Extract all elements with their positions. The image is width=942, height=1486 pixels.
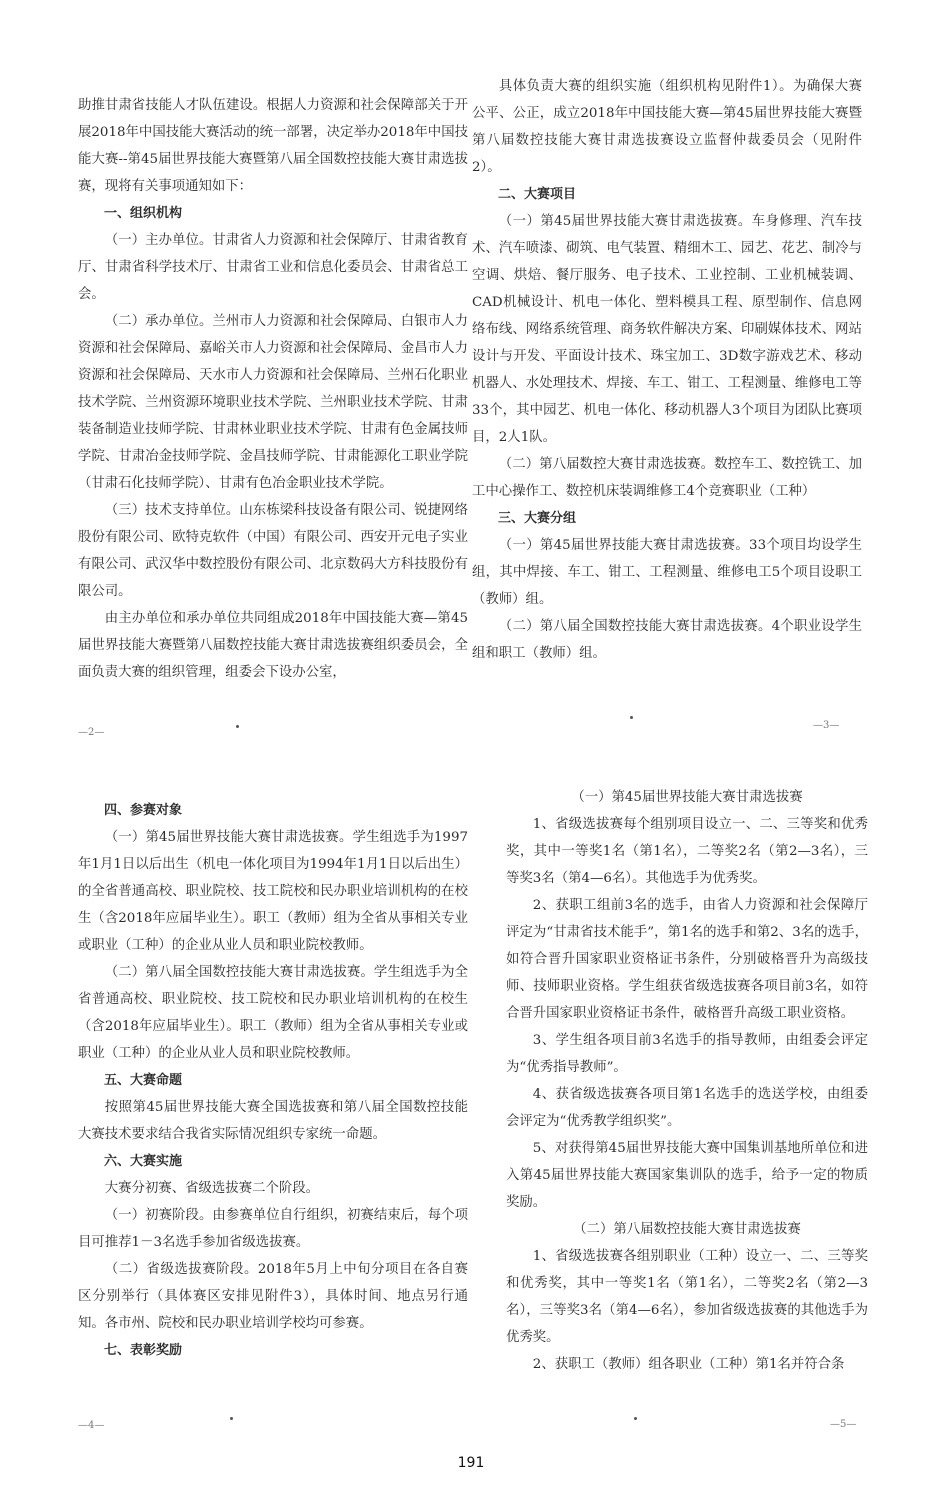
paragraph: 2、获职工（教师）组各职业（工种）第1名并符合条 — [532, 1357, 845, 1372]
subsection-heading: （一）第45届世界技能大赛甘肃选拔赛 — [571, 790, 803, 805]
paragraph: （一）第45届世界技能大赛甘肃选拔赛。33个项目均设学生组，其中焊接、车工、钳工、工程测量、维修电工5个项目设职工（教师）组。 — [472, 538, 862, 607]
scan-speck — [230, 1417, 233, 1420]
section-heading: 六、大赛实施 — [104, 1154, 183, 1169]
subsection-heading: （二）第八届数控技能大赛甘肃选拔赛 — [573, 1222, 801, 1237]
section-heading: 四、参赛对象 — [104, 803, 183, 818]
paragraph: （二）第八届全国数控技能大赛甘肃选拔赛。4个职业设学生组和职工（教师）组。 — [472, 619, 862, 661]
page-5-column — [506, 784, 868, 1378]
paragraph: （一）第45届世界技能大赛甘肃选拔赛。车身修理、汽车技术、汽车喷漆、砌筑、电气装置、精细木工、园艺、花艺、制冷与空调、烘焙、餐厅服务、电子技术、工业控制、工业机械装调、CAD机械设计、机电一体化、塑料模具工程、原型制作、信息网络布线、网络系统管理、商务软件解决方案、印刷媒体技术、网站设计与开发、平面设计技术、珠宝加工、3D数字游戏艺术、移动机器人、水处理技术、焊接、车工、钳工、工程测量、维修电工等33个，其中园艺、机电一体化、移动机器人3个项目为团队比赛项目，2人1队。 — [472, 214, 862, 445]
paragraph: 大赛分初赛、省级选拔赛二个阶段。 — [104, 1181, 320, 1196]
paragraph: （二）第八届数控大赛甘肃选拔赛。数控车工、数控铣工、加工中心操作工、数控机床装调维修工4个竞赛职业（工种） — [472, 457, 862, 499]
page-number: —4— — [78, 1420, 105, 1431]
page-4-column — [78, 797, 468, 1364]
paragraph: 5、对获得第45届世界技能大赛中国集训基地所单位和进入第45届世界技能大赛国家集训队的选手，给予一定的物质奖励。 — [506, 1141, 868, 1210]
paragraph: 由主办单位和承办单位共同组成2018年中国技能大赛—第45届世界技能大赛暨第八届数控技能大赛甘肃选拔赛组织委员会，全面负责大赛的组织管理，组委会下设办公室， — [78, 611, 468, 680]
paragraph: （二）承办单位。兰州市人力资源和社会保障局、白银市人力资源和社会保障局、嘉峪关市人力资源和社会保障局、金昌市人力资源和社会保障局、天水市人力资源和社会保障局、兰州石化职业技术学院、兰州资源环境职业技术学院、兰州职业技术学院、甘肃装备制造业技师学院、甘肃林业职业技术学院、甘肃有色金属技师学院、甘肃冶金技师学院、金昌技师学院、甘肃能源化工职业学院（甘肃石化技师学院）、甘肃有色冶金职业技术学院。 — [78, 314, 468, 491]
scan-speck — [634, 1417, 637, 1420]
section-heading: 一、组织机构 — [104, 206, 183, 221]
paragraph: 1、省级选拔赛每个组别项目设立一、二、三等奖和优秀奖，其中一等奖1名（第1名），二等奖2名（第2—3名），三等奖3名（第4—6名）。其他选手为优秀奖。 — [506, 817, 868, 886]
section-heading: 三、大赛分组 — [498, 511, 577, 526]
page-number: —5— — [830, 1419, 857, 1430]
paragraph: （一）初赛阶段。由参赛单位自行组织，初赛结束后，每个项目可推荐1－3名选手参加省级选拔赛。 — [78, 1208, 468, 1250]
page-3-column — [472, 73, 862, 667]
paragraph: 助推甘肃省技能人才队伍建设。根据人力资源和社会保障部关于开展2018年中国技能大赛活动的统一部署，决定举办2018年中国技能大赛--第45届世界技能大赛暨第八届全国数控技能大赛甘肃选拔赛，现将有关事项通知如下： — [78, 98, 468, 194]
paragraph: 2、获职工组前3名的选手，由省人力资源和社会保障厅评定为“甘肃省技术能手”，第1名的选手和第2、3名的选手，如符合晋升国家职业资格证书条件，分别破格晋升为高级技师、技师职业资格。学生组获省级选拔赛各项目前3名，如符合晋升国家职业资格证书条件，破格晋升高级工职业资格。 — [506, 898, 868, 1021]
paragraph: （一）主办单位。甘肃省人力资源和社会保障厅、甘肃省教育厅、甘肃省科学技术厅、甘肃省工业和信息化委员会、甘肃省总工会。 — [78, 233, 468, 302]
paragraph: 3、学生组各项目前3名选手的指导教师，由组委会评定为“优秀指导教师”。 — [506, 1033, 868, 1075]
page-2-column — [78, 92, 468, 686]
section-heading: 五、大赛命题 — [104, 1073, 183, 1088]
paragraph: 4、获省级选拔赛各项目第1名选手的选送学校，由组委会评定为“优秀教学组织奖”。 — [506, 1087, 868, 1129]
paragraph: （二）第八届全国数控技能大赛甘肃选拔赛。学生组选手为全省普通高校、职业院校、技工院校和民办职业培训机构的在校生（含2018年应届毕业生）。职工（教师）组为全省从事相关专业或职业（工种）的企业从业人员和职业院校教师。 — [78, 965, 468, 1061]
paragraph: （二）省级选拔赛阶段。2018年5月上中旬分项目在各自赛区分别举行（具体赛区安排见附件3），具体时间、地点另行通知。各市州、院校和民办职业培训学校均可参赛。 — [78, 1262, 468, 1331]
page-number: —2— — [78, 727, 105, 738]
paragraph: 1、省级选拔赛各组别职业（工种）设立一、二、三等奖和优秀奖，其中一等奖1名（第1名），二等奖2名（第2—3名），三等奖3名（第4—6名），参加省级选拔赛的其他选手为优秀奖。 — [506, 1249, 868, 1345]
scan-speck — [630, 716, 633, 719]
paragraph: （一）第45届世界技能大赛甘肃选拔赛。学生组选手为1997年1月1日以后出生（机电一体化项目为1994年1月1日以后出生）的全省普通高校、职业院校、技工院校和民办职业培训机构的在校生（含2018年应届毕业生）。职工（教师）组为全省从事相关专业或职业（工种）的企业从业人员和职业院校教师。 — [78, 830, 468, 953]
page-number: —3— — [813, 720, 840, 731]
paragraph: （三）技术支持单位。山东栋梁科技设备有限公司、锐捷网络股份有限公司、欧特克软件（中国）有限公司、西安开元电子实业有限公司、武汉华中数控股份有限公司、北京数码大方科技股份有限公司。 — [78, 503, 468, 599]
paragraph: 按照第45届世界技能大赛全国选拔赛和第八届全国数控技能大赛技术要求结合我省实际情况组织专家统一命题。 — [78, 1100, 468, 1142]
section-heading: 七、表彰奖励 — [104, 1343, 183, 1358]
scan-speck — [236, 725, 239, 728]
paragraph: 具体负责大赛的组织实施（组织机构见附件1）。为确保大赛公平、公正，成立2018年中国技能大赛—第45届世界技能大赛暨第八届数控技能大赛甘肃选拔赛设立监督仲裁委员会（见附件2）。 — [472, 79, 862, 175]
section-heading: 二、大赛项目 — [498, 187, 577, 202]
footer-page-number: 191 — [457, 1455, 485, 1471]
